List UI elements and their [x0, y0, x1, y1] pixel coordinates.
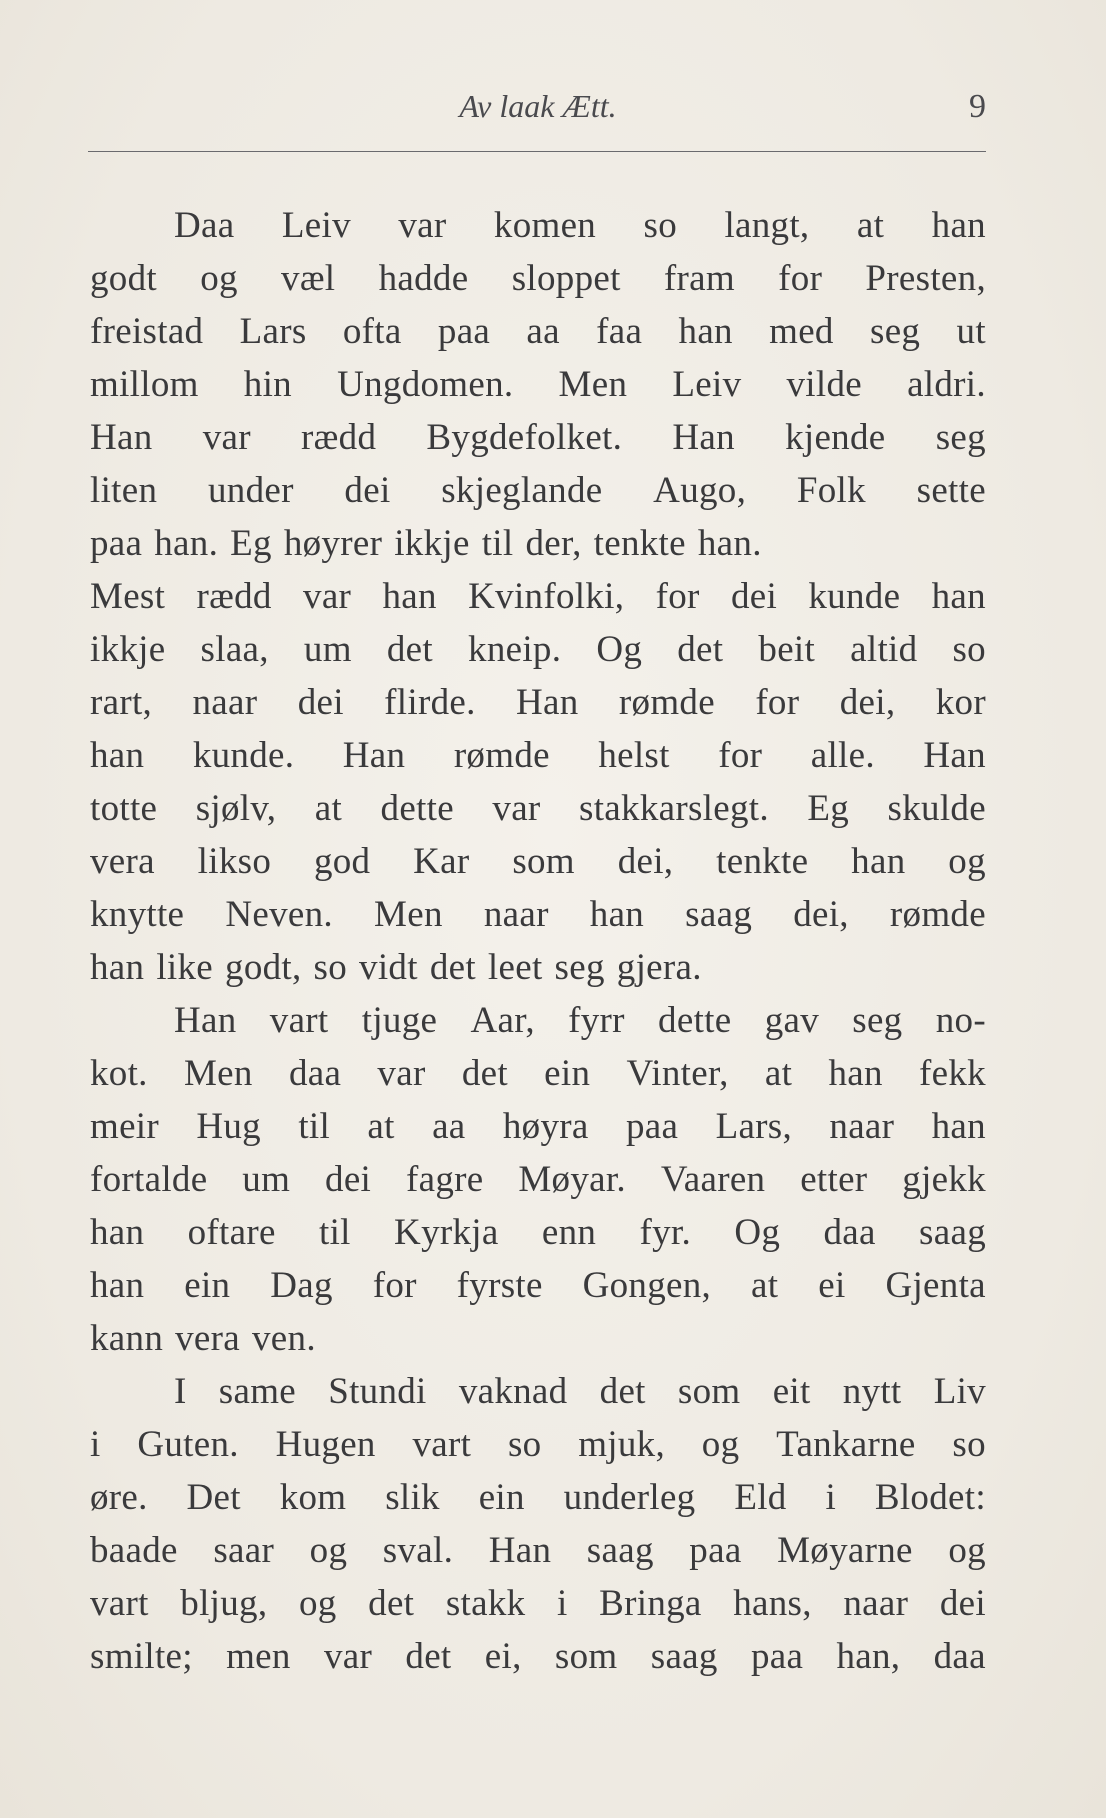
word: det [405, 1636, 452, 1677]
word: han [90, 947, 145, 988]
word: alle. [810, 735, 875, 776]
word: var [492, 788, 541, 829]
word: dei [939, 1583, 986, 1624]
word: at [367, 1106, 395, 1147]
word: Og [596, 629, 643, 670]
word: saag [685, 894, 753, 935]
text-line [90, 1259, 986, 1312]
word: gjekk [902, 1159, 986, 1200]
text-line [90, 517, 986, 570]
word: paa [90, 523, 143, 564]
word: god [313, 841, 371, 882]
word: flirde. [384, 682, 476, 723]
word: rømde [889, 894, 986, 935]
word: Det [186, 1477, 241, 1518]
word: Hugen [275, 1424, 376, 1465]
word: og [948, 841, 986, 882]
word: so [952, 1424, 986, 1465]
word: Leiv [672, 364, 742, 405]
text-line [90, 1524, 986, 1577]
word: sloppet [511, 258, 621, 299]
word: sjølv, [195, 788, 277, 829]
word: hans, [733, 1583, 812, 1624]
word: etter [800, 1159, 868, 1200]
word: baade [90, 1530, 178, 1571]
text-line [90, 252, 986, 305]
word: han. [154, 523, 219, 564]
word: Men [558, 364, 628, 405]
word: Mest [90, 576, 166, 617]
text-line [90, 782, 986, 835]
word: kot. [90, 1053, 148, 1094]
word: aa [432, 1106, 466, 1147]
word: paa [625, 1106, 679, 1147]
word: og [948, 1530, 986, 1571]
word: han [90, 1212, 145, 1253]
word: for [718, 735, 763, 776]
word: tenkte [593, 523, 686, 564]
word: Møyar. [518, 1159, 626, 1200]
word: paa [750, 1636, 804, 1677]
word: Han [672, 417, 735, 458]
word: Tankarne [776, 1424, 916, 1465]
word: godt, [225, 947, 302, 988]
word: meir [90, 1106, 160, 1147]
word: ikkje [394, 523, 470, 564]
word: Augo, [653, 470, 747, 511]
word: naar [843, 1583, 909, 1624]
word: so [952, 629, 986, 670]
word: freistad [90, 311, 204, 352]
word: Og [734, 1212, 781, 1253]
word: eit [772, 1371, 811, 1412]
word: underleg [563, 1477, 696, 1518]
word: slik [385, 1477, 440, 1518]
word: Lars [239, 311, 307, 352]
word: Men [374, 894, 443, 935]
word: nytt [842, 1371, 902, 1412]
word: helst [598, 735, 670, 776]
word: saag [919, 1212, 986, 1253]
word: Møyarne [777, 1530, 913, 1571]
page-header [90, 88, 986, 138]
word: slaa, [200, 629, 269, 670]
word: det [599, 1371, 646, 1412]
word: aldri. [907, 364, 986, 405]
text-line [90, 994, 986, 1047]
word: han [828, 1053, 883, 1094]
word: daa [288, 1053, 342, 1094]
word: Gjenta [885, 1265, 986, 1306]
word: dette [658, 1000, 732, 1041]
word: Aar, [470, 1000, 535, 1041]
word: var [303, 576, 352, 617]
word: Kar [413, 841, 470, 882]
word: Eg [230, 523, 272, 564]
word: Kyrkja [394, 1212, 499, 1253]
word: det [677, 629, 724, 670]
word: Bygdefolket. [426, 417, 623, 458]
word: aa [526, 311, 560, 352]
word: Daa [174, 205, 235, 246]
word: faa [596, 311, 643, 352]
word: han [90, 1265, 145, 1306]
word: so [313, 947, 348, 988]
word: kann [90, 1318, 164, 1359]
text-line [90, 464, 986, 517]
word: daa [933, 1636, 986, 1677]
word: no- [935, 1000, 986, 1041]
word: fagre [405, 1159, 484, 1200]
word: han [678, 311, 733, 352]
text-line [90, 1206, 986, 1259]
word: seg [870, 311, 921, 352]
word: vart [90, 1583, 149, 1624]
word: dei, [617, 841, 674, 882]
word: var [323, 1636, 373, 1677]
word: gav [764, 1000, 820, 1041]
word: kjende [785, 417, 886, 458]
word: i [90, 1424, 101, 1465]
word: at [856, 205, 885, 246]
word: totte [90, 788, 158, 829]
text-line [90, 1471, 986, 1524]
word: han [931, 205, 986, 246]
word: paa [689, 1530, 742, 1571]
word: Kvinfolki, [468, 576, 625, 617]
text-line [90, 1365, 986, 1418]
text-line [90, 835, 986, 888]
word: ei, [484, 1636, 522, 1677]
text-line [90, 729, 986, 782]
text-line [90, 1577, 986, 1630]
page-number: 9 [969, 88, 986, 125]
word: til [298, 1106, 331, 1147]
word: vilde [786, 364, 862, 405]
word: knytte [90, 894, 185, 935]
text-line [90, 1312, 986, 1365]
word: Han [488, 1530, 552, 1571]
word: Vinter, [626, 1053, 729, 1094]
word: og [701, 1424, 740, 1465]
word: bljug, [180, 1583, 268, 1624]
word: var [202, 417, 251, 458]
word: beit [758, 629, 816, 670]
body-text [90, 199, 986, 1683]
word: under [207, 470, 294, 511]
text-line [90, 1630, 986, 1683]
text-line [90, 199, 986, 252]
word: at [764, 1053, 793, 1094]
word: Han [90, 417, 153, 458]
word: like [156, 947, 214, 988]
text-line [90, 623, 986, 676]
word: naar [829, 1106, 895, 1147]
word: Vaaren [660, 1159, 766, 1200]
word: Dag [270, 1265, 333, 1306]
word: han [931, 1106, 986, 1147]
word: altid [850, 629, 918, 670]
word: dette [380, 788, 454, 829]
word: høyra [502, 1106, 589, 1147]
word: ein [184, 1265, 231, 1306]
word: Hug [196, 1106, 261, 1147]
word: vart [412, 1424, 472, 1465]
word: der, [525, 523, 582, 564]
word: so [643, 205, 678, 246]
word: rædd [301, 417, 377, 458]
text-line [90, 1153, 986, 1206]
text-line [90, 411, 986, 464]
word: mjuk, [578, 1424, 666, 1465]
word: fortalde [90, 1159, 208, 1200]
word: ein [544, 1053, 591, 1094]
word: ei [818, 1265, 846, 1306]
word: for [655, 576, 700, 617]
word: ikkje [90, 629, 166, 670]
word: kunde [808, 576, 901, 617]
word: for [372, 1265, 417, 1306]
word: seg [554, 947, 605, 988]
text-line [90, 888, 986, 941]
word: væl [281, 258, 336, 299]
word: og [309, 1530, 348, 1571]
word: ut [956, 311, 986, 352]
word: Folk [796, 470, 866, 511]
word: stakk [445, 1583, 526, 1624]
word: rart, [90, 682, 153, 723]
word: I [174, 1371, 187, 1412]
word: at [751, 1265, 779, 1306]
text-line [90, 1100, 986, 1153]
word: som [677, 1371, 741, 1412]
word: tenkte [716, 841, 809, 882]
word: fram [663, 258, 735, 299]
word: rømde [618, 682, 715, 723]
word: hadde [378, 258, 469, 299]
word: Han [342, 735, 406, 776]
text-line [90, 941, 986, 994]
word: Liv [933, 1371, 986, 1412]
word: enn [541, 1212, 597, 1253]
word: for [755, 682, 800, 723]
word: komen [493, 205, 597, 246]
word: gjera. [616, 947, 702, 988]
word: dei, [793, 894, 849, 935]
word: kom [279, 1477, 347, 1518]
word: han [382, 576, 437, 617]
word: Han [516, 682, 579, 723]
word: ven. [252, 1318, 316, 1359]
word: dei [344, 470, 391, 511]
word: i [557, 1583, 568, 1624]
word: seg [852, 1000, 903, 1041]
word: oftare [187, 1212, 276, 1253]
word: langt, [724, 205, 810, 246]
word: so [507, 1424, 542, 1465]
word: ein [478, 1477, 525, 1518]
word: skulde [887, 788, 986, 829]
word: naar [192, 682, 258, 723]
header-rule [88, 151, 986, 152]
word: likso [197, 841, 272, 882]
word: Bringa [599, 1583, 702, 1624]
word: smilte; [90, 1636, 193, 1677]
word: han [931, 576, 986, 617]
word: han [90, 735, 145, 776]
word: saag [586, 1530, 654, 1571]
word: fekk [919, 1053, 986, 1094]
word: det [461, 1053, 508, 1094]
word: tjuge [361, 1000, 438, 1041]
word: og [298, 1583, 337, 1624]
word: Lars, [715, 1106, 793, 1147]
word: Guten. [137, 1424, 239, 1465]
word: rædd [196, 576, 272, 617]
word: Neven. [225, 894, 333, 935]
word: i [825, 1477, 837, 1518]
word: stakkarslegt. [579, 788, 769, 829]
word: Han [174, 1000, 237, 1041]
running-title: Av laak Ætt. [459, 88, 617, 124]
word: og [200, 258, 238, 299]
word: leet [487, 947, 543, 988]
word: fyrste [456, 1265, 543, 1306]
text-line [90, 570, 986, 623]
word: godt [90, 258, 157, 299]
word: det [368, 1583, 415, 1624]
word: skjeglande [441, 470, 603, 511]
word: Presten, [865, 258, 986, 299]
word: fyrr [568, 1000, 625, 1041]
word: Gongen, [582, 1265, 712, 1306]
word: sval. [382, 1530, 454, 1571]
word: at [314, 788, 343, 829]
word: daa [823, 1212, 876, 1253]
word: um [242, 1159, 291, 1200]
word: um [303, 629, 352, 670]
word: Eld [734, 1477, 787, 1518]
word: Blodet: [874, 1477, 986, 1518]
word: var [398, 205, 447, 246]
word: kneip. [468, 629, 562, 670]
word: høyrer [283, 523, 383, 564]
word: hin [243, 364, 292, 405]
word: sette [916, 470, 986, 511]
word: som [554, 1636, 618, 1677]
word: saag [650, 1636, 718, 1677]
text-line [90, 305, 986, 358]
word: dei, [839, 682, 896, 723]
word: men [226, 1636, 291, 1677]
word: han [589, 894, 645, 935]
text-line [90, 358, 986, 411]
word: Han [923, 735, 986, 776]
word: fyr. [639, 1212, 692, 1253]
text-line [90, 1418, 986, 1471]
word: han. [697, 523, 762, 564]
word: vidt [359, 947, 418, 988]
word: til [319, 1212, 351, 1253]
word: Ungdomen. [337, 364, 514, 405]
word: ofta [342, 311, 402, 352]
word: vart [269, 1000, 329, 1041]
text-line [90, 676, 986, 729]
word: det [429, 947, 476, 988]
word: dei [297, 682, 344, 723]
word: han, [836, 1636, 901, 1677]
word: vera [90, 841, 155, 882]
word: Stundi [328, 1371, 427, 1412]
word: Leiv [281, 205, 351, 246]
word: saar [213, 1530, 275, 1571]
word: øre. [90, 1477, 148, 1518]
word: Eg [807, 788, 850, 829]
word: kor [935, 682, 986, 723]
word: seg [935, 417, 986, 458]
word: vera [175, 1318, 240, 1359]
word: dei [325, 1159, 372, 1200]
text-line [90, 1047, 986, 1100]
word: det [386, 629, 433, 670]
word: til [481, 523, 514, 564]
word: dei [730, 576, 778, 617]
word: med [769, 311, 834, 352]
word: millom [90, 364, 199, 405]
word: var [377, 1053, 426, 1094]
word: liten [90, 470, 158, 511]
word: paa [437, 311, 491, 352]
word: Men [183, 1053, 253, 1094]
word: kunde. [192, 735, 295, 776]
word: naar [483, 894, 549, 935]
word: rømde [453, 735, 550, 776]
word: vaknad [458, 1371, 568, 1412]
word: same [218, 1371, 297, 1412]
word: han [851, 841, 906, 882]
word: som [512, 841, 575, 882]
word: for [778, 258, 823, 299]
